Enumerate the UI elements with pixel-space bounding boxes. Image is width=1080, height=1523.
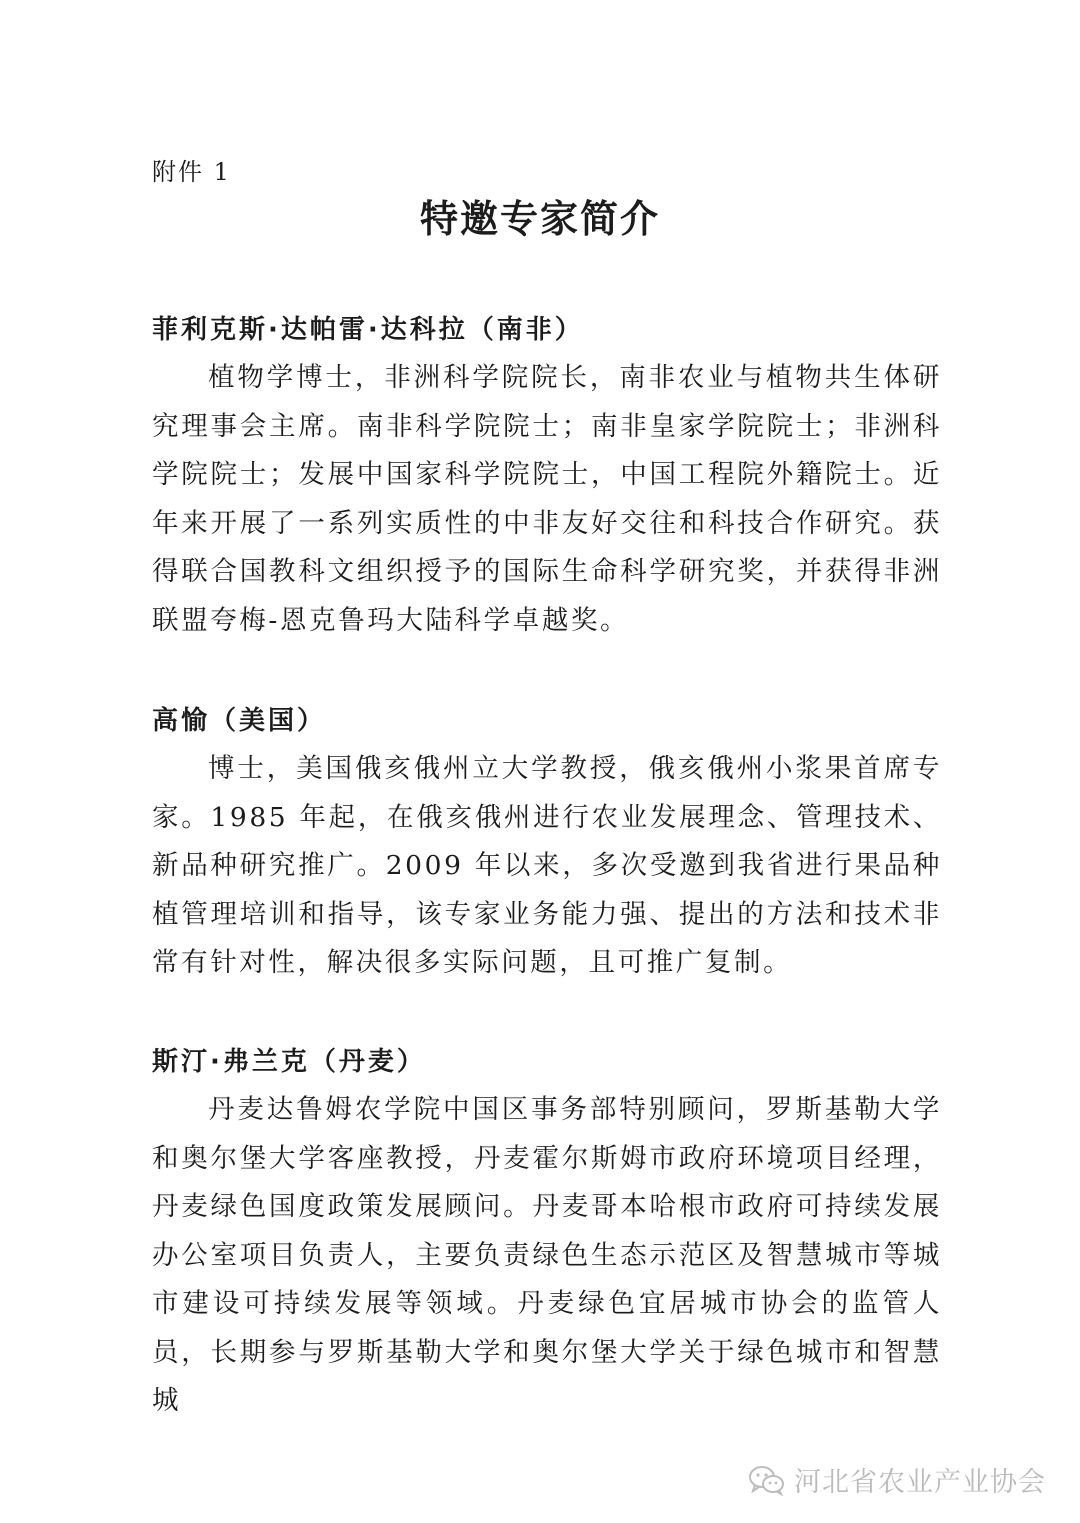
attachment-label: 附件 1 — [152, 158, 231, 186]
wechat-icon — [748, 1464, 786, 1496]
expert-bio: 博士，美国俄亥俄州立大学教授，俄亥俄州小浆果首席专家。1985 年起，在俄亥俄州进行农业发展理念、管理技术、新品种研究推广。2009 年以来，多次受邀到我省进行果品种植管理培训和指导，该专家业务能力强、提出的方法和技术非常有针对性，解决很多实际问题，且可推广复制。 — [152, 753, 942, 978]
expert-name: 斯汀·弗兰克（丹麦） — [152, 1047, 426, 1077]
expert-name: 菲利克斯·达帕雷·达科拉（南非） — [152, 315, 584, 345]
expert-section — [152, 1042, 942, 1426]
expert-bio: 植物学博士，非洲科学院院长，南非农业与植物共生体研究理事会主席。南非科学院院士；南非皇家学院院士；非洲科学院院士；发展中国家科学院院士，中国工程院外籍院士。近年来开展了一系列实质性的中非友好交往和科技合作研究。获得联合国教科文组织授予的国际生命科学研究奖，并获得非洲联盟夸梅-恩克鲁玛大陆科学卓越奖。 — [152, 362, 942, 636]
expert-name: 高愉（美国） — [152, 706, 327, 736]
page-title: 特邀专家简介 — [419, 196, 660, 241]
expert-section — [152, 310, 942, 645]
expert-section — [152, 701, 942, 988]
watermark — [748, 1460, 1046, 1499]
watermark-text: 河北省农业产业协会 — [794, 1467, 1046, 1498]
expert-bio: 丹麦达鲁姆农学院中国区事务部特别顾问，罗斯基勒大学和奥尔堡大学客座教授，丹麦霍尔斯姆市政府环境项目经理，丹麦绿色国度政策发展顾问。丹麦哥本哈根市政府可持续发展办公室项目负责人，主要负责绿色生态示范区及智慧城市等城市建设可持续发展等领域。丹麦绿色宜居城市协会的监管人员，长期参与罗斯基勒大学和奥尔堡大学关于绿色城市和智慧城 — [152, 1094, 942, 1416]
